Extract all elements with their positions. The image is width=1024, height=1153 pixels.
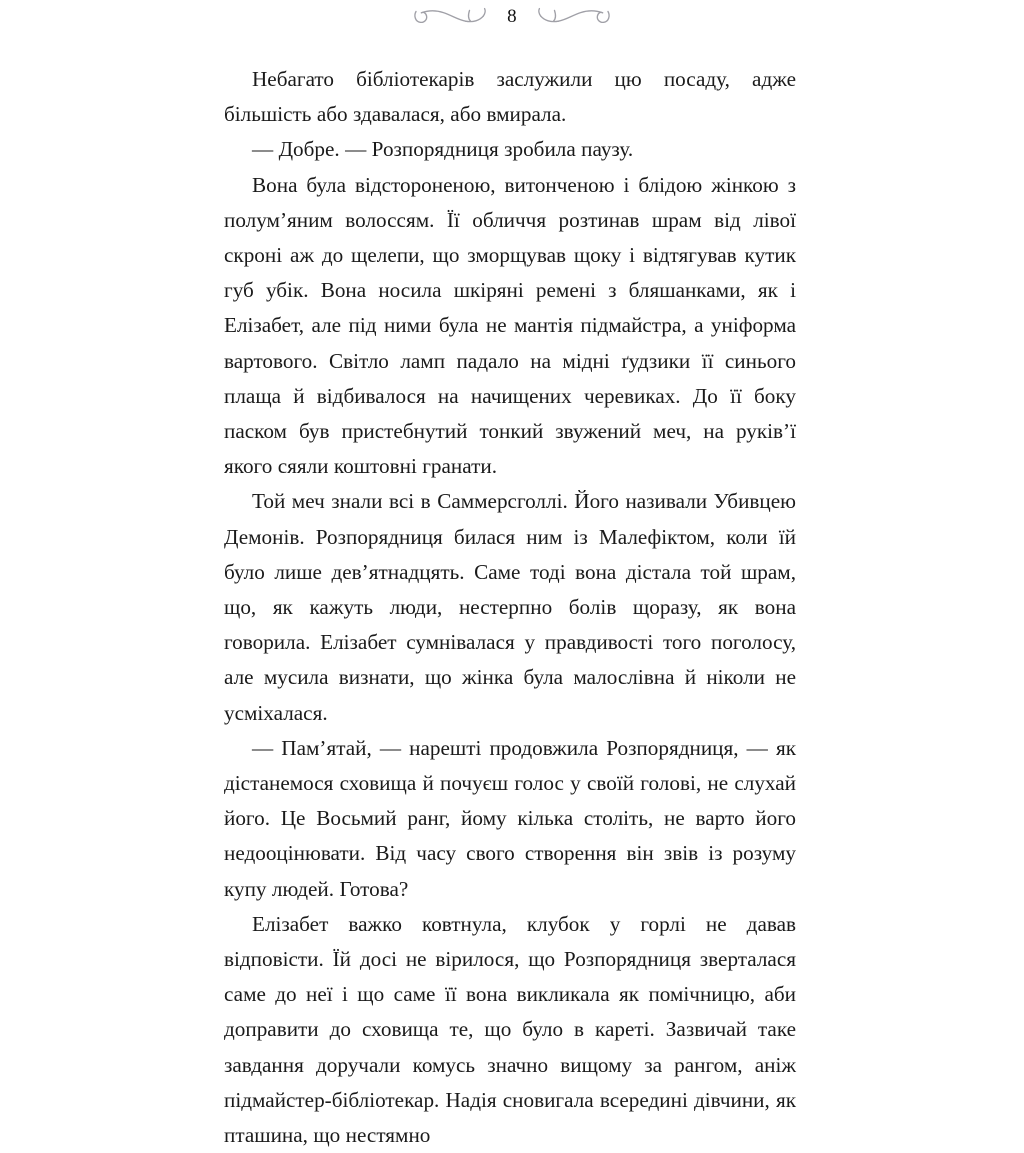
paragraph: Елізабет важко ковтнула, клубок у горлі не давав відповісти. Їй досі не вірилося, що Розпорядниця зверталася саме до неї і що саме її вона викликала як помічницю, аби доправити до сховища те, що було в кареті. Зазвичай таке завдання доручали комусь значно вищому за рангом, аніж підмайстер-бібліотекар. Надія сновигала всередині дівчини, як пташина, що нестямно [224,911,796,1148]
flourish-ornament-right [535,4,613,30]
paragraph: Небагато бібліотекарів заслужили цю посаду, адже більшість або здавалася, або вмирала. [224,67,796,127]
body-text-block [224,62,796,1153]
paragraph: Вона була відстороненою, витонченою і блідою жінкою з полум’яним волоссям. Її обличчя розтинав шрам від лівої скроні аж до щелепи, що зморщував щоку і відтягував кутик губ убік. Вона носила шкіряні ремені з бляшанками, як і Елізабет, але під ними була не мантія підмайстра, а уніформа вартового. Світло ламп падало на мідні ґудзики її синього плаща й відбивалося на начищених черевиках. До її боку паском був пристебнутий тонкий звужений меч, на руків’ї якого сяяли коштовні гранати. [224,172,796,479]
paragraph: Той меч знали всі в Саммерсголлі. Його називали Убивцею Демонів. Розпорядниця билася ним із Малефіктом, коли їй було лише дев’ятнадцять. Саме тоді вона дістала той шрам, що, як кажуть люди, нестерпно болів щоразу, як вона говорила. Елізабет сумнівалася у правдивості того поголосу, але мусила визнати, що жінка була малослівна й ніколи не усміхалася. [224,489,796,725]
paragraph: — Добре. — Розпорядниця зробила паузу. [252,137,634,162]
page-number: 8 [507,5,517,27]
running-head [0,0,1024,34]
flourish-ornament-left [411,4,489,30]
paragraph: — Пам’ятай, — нарешті продовжила Розпорядниця, — як дістанемося сховища й почуєш голос у своїй голові, не слухай його. Це Восьмий ранг, йому кілька століть, не варто його недооцінювати. Від часу свого створення він звів із розуму купу людей. Готова? [224,735,796,901]
